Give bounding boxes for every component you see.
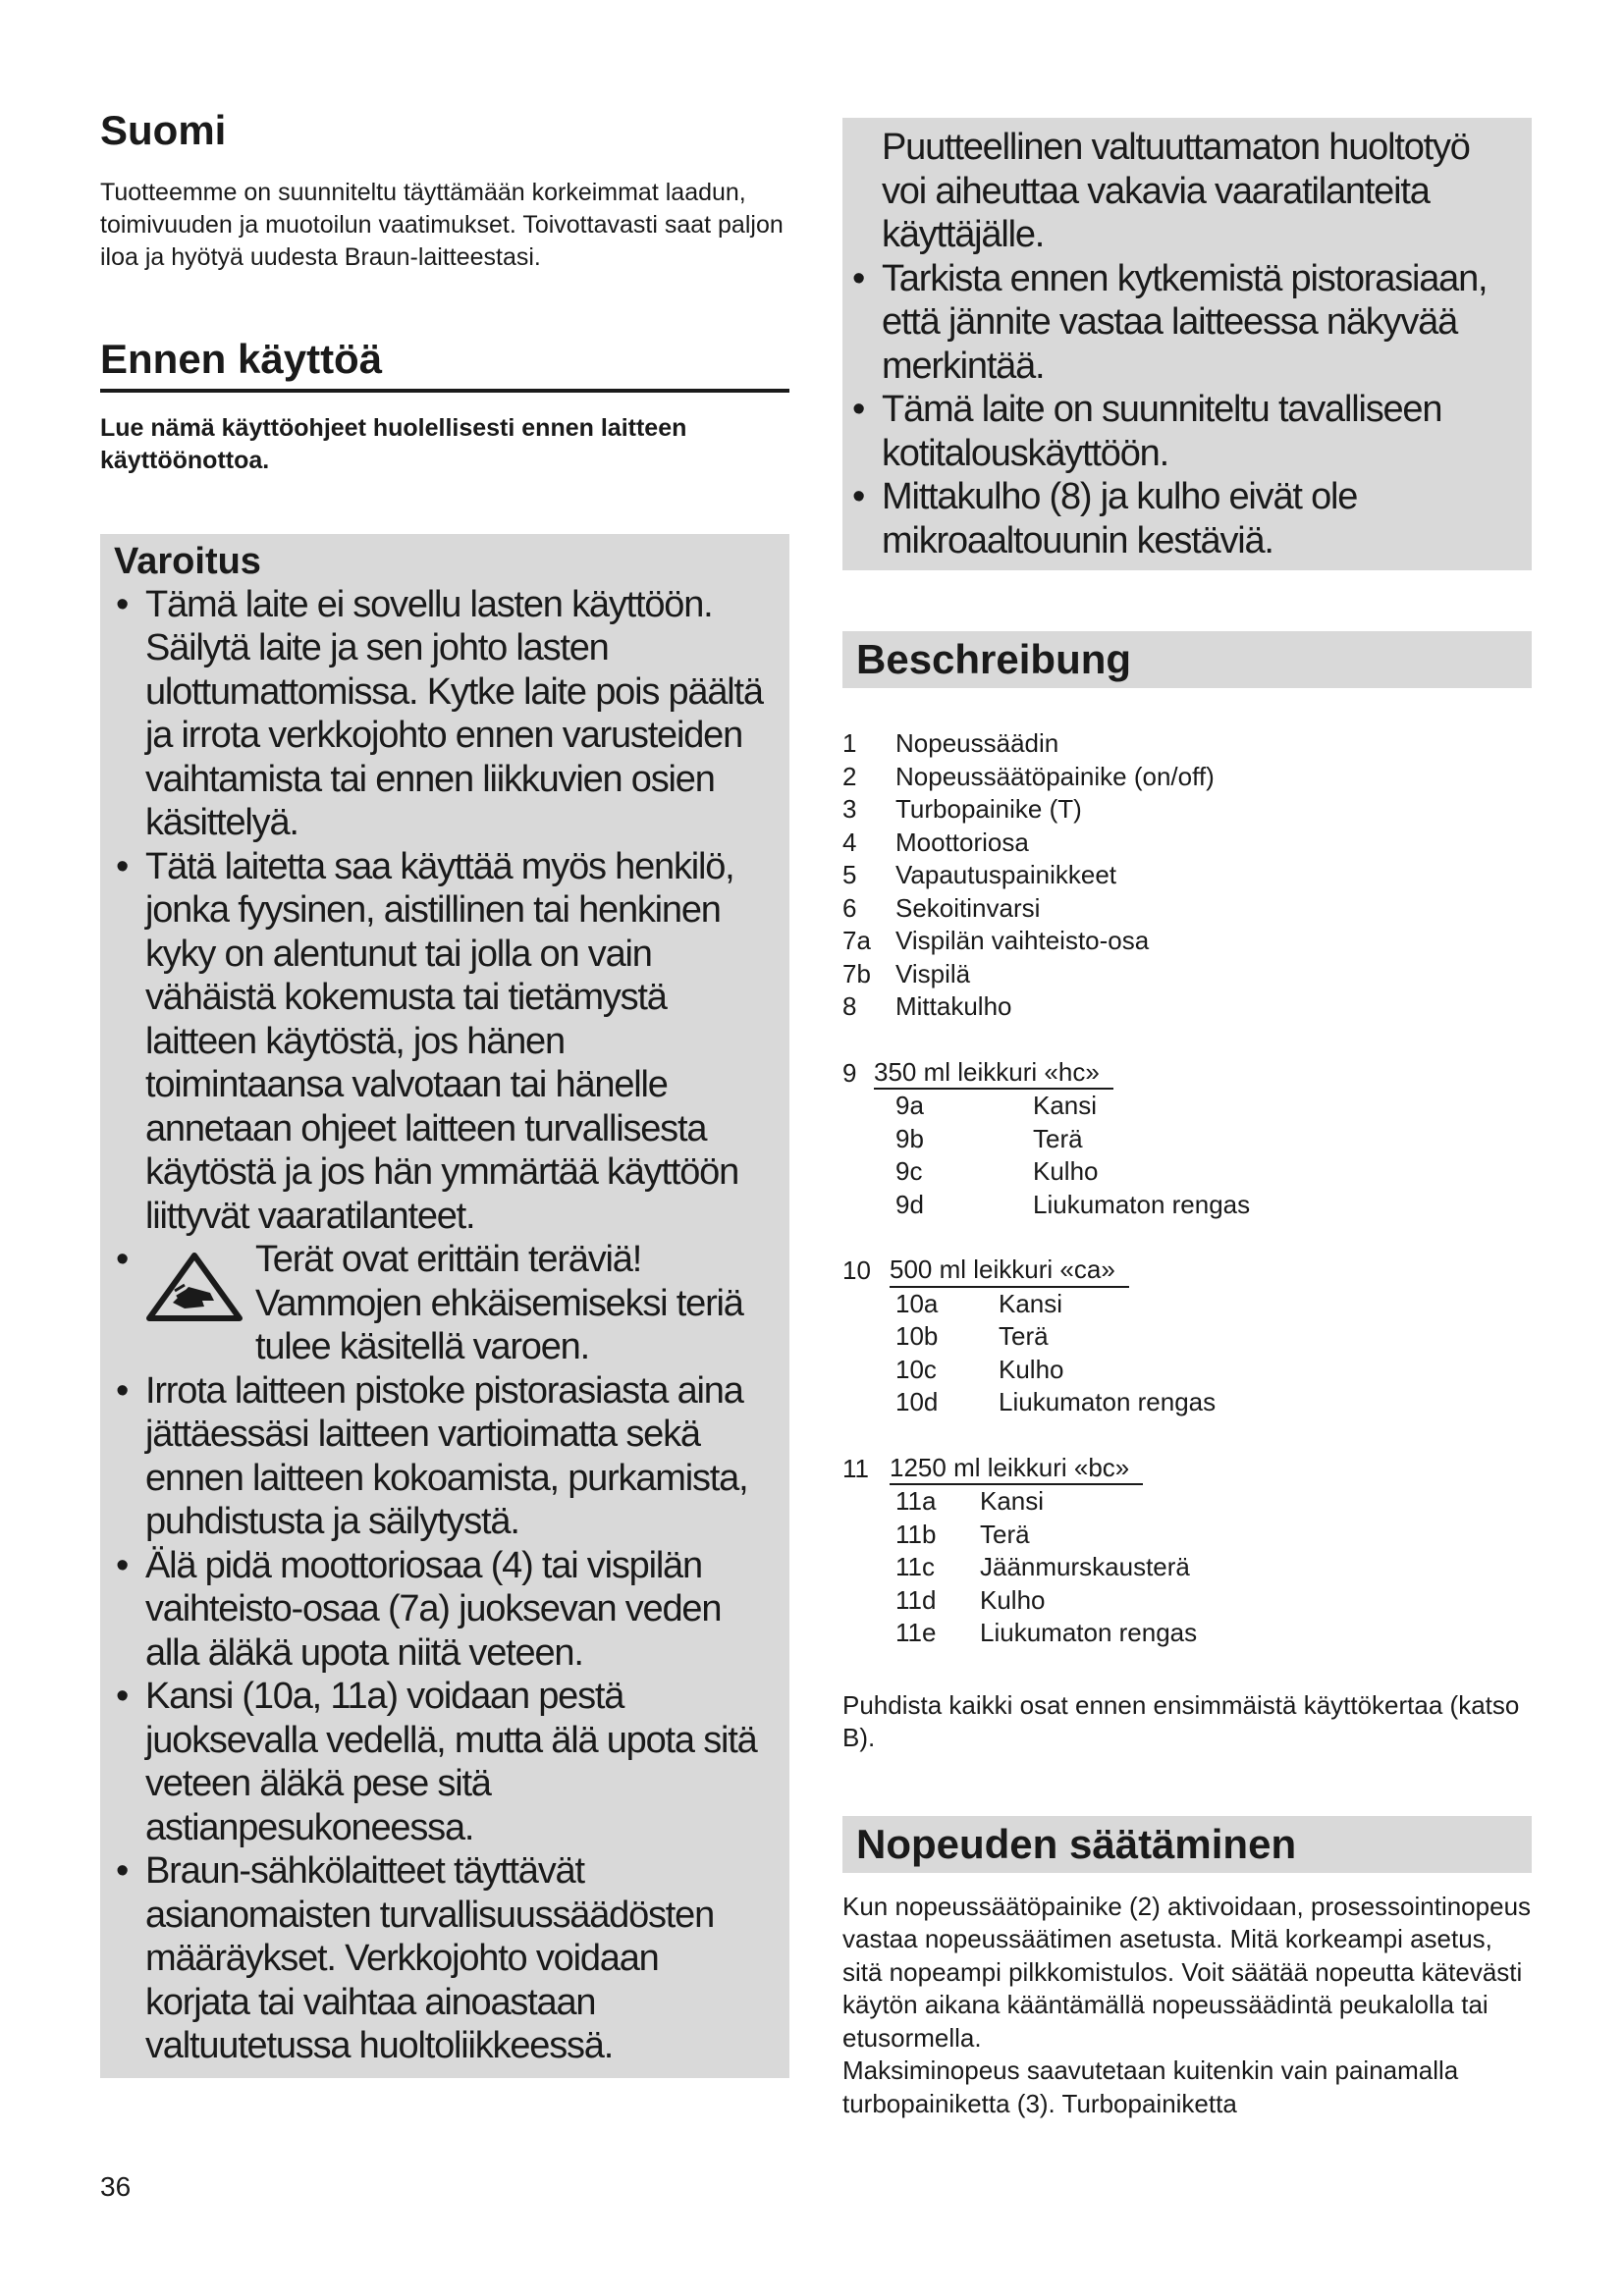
warning-box-continued [842, 118, 1532, 570]
chopper-part-row: 9d Liukumaton rengas [895, 1189, 1251, 1219]
speed-paragraph: Kun nopeussäätöpainike (2) aktivoidaan, prosessointinopeus vastaa nopeussäätimen asetusta. Mitä korkeampi asetus, sitä nopeampi pilkkomistulos. Voit säätää nopeutta kätevästi käytön aikana kääntämällä nopeussäädintä peukalolla tai etusormella. [842, 1891, 1532, 2053]
warning-item: • Irrota laitteen pistoke pistorasiasta aina jättäessäsi laitteen vartioimatta sekä ennen laitteen kokoamista, purkamista, puhdistusta ja säilytystä. [114, 1369, 770, 1544]
part-row: 7a Vispilän vaihteisto-osa [842, 926, 1150, 955]
chopper-part-row: 9b Terä [895, 1123, 1083, 1153]
warning-item: • Älä pidä moottoriosaa (4) tai vispilän vaihteisto-osaa (7a) juoksevan veden alla äläkä upota niitä veteen. [114, 1544, 770, 1676]
chopper-part-row: 10c Kulho [895, 1354, 1064, 1384]
warning-item: • Tämä laite ei sovellu lasten käyttöön. Säilytä laite ja sen johto lasten ulottumattomissa. Kytke laite pois päältä ja irrota verkkojohto ennen varusteiden vaihtamista tai ennen liikkuvien osien käsittelyä. [114, 583, 770, 845]
chopper-group-11: 11 1250 ml leikkuri «bc» 11a Kansi 11b Terä 11c Jäänmurskausterä 11d Kulho 11e Liukumaton rengas [842, 1453, 1532, 1650]
chopper-title: 1250 ml leikkuri «bc» [890, 1453, 1143, 1486]
chopper-part-row: 10b Terä [895, 1321, 1049, 1351]
warning-item: • Tarkista ennen kytkemistä pistorasiaan, että jännite vastaa laitteessa näkyvää merkintää. [850, 257, 1512, 389]
warning-continuation: Puutteellinen valtuuttamaton huoltotyö voi aiheuttaa vakavia vaaratilanteita käyttäjälle. [882, 127, 1470, 255]
blade-warning-text: • Terät ovat erittäin teräviä! Vammojen ehkäisemiseksi teriä tulee käsitellä varoen. [255, 1239, 743, 1368]
read-instructions-note: Lue nämä käyttöohjeet huolellisesti ennen laitteen käyttöönottoa. [100, 413, 687, 474]
section-heading-before-use: Ennen käyttöä [100, 335, 789, 392]
chopper-part-row: 10a Kansi [895, 1288, 1063, 1318]
part-row: 4 Moottoriosa [842, 827, 1029, 857]
part-row: 3 Turbopainike (T) [842, 794, 1082, 824]
language-heading: Suomi [100, 107, 227, 153]
blade-hazard-icon [145, 1252, 244, 1322]
part-row: 8 Mittakulho [842, 991, 1012, 1021]
part-row: 7b Vispilä [842, 958, 971, 988]
description-heading: Beschreibung [842, 631, 1532, 688]
chopper-part-row: 11b Terä [895, 1519, 1030, 1549]
part-row: 5 Vapautuspainikkeet [842, 860, 1117, 889]
intro-paragraph: Tuotteemme on suunniteltu täyttämään korkeimmat laadun, toimivuuden ja muotoilun vaatimukset. Toivottavasti saat paljon iloa ja hyötyä uudesta Braun-laitteestasi. [100, 179, 784, 272]
cleaning-note: Puhdista kaikki osat ennen ensimmäistä käyttökertaa (katso B). [842, 1689, 1520, 1752]
warning-item: • Kansi (10a, 11a) voidaan pestä juoksevalla vedellä, mutta älä upota sitä veteen äläkä pese sitä astianpesukoneessa. [114, 1675, 770, 1849]
chopper-part-row: 11a Kansi [895, 1486, 1045, 1516]
warning-item: • Braun-sähkölaitteet täyttävät asianomaisten turvallisuussäädösten määräykset. Verkkojohto voidaan korjata tai vaihtaa ainoastaan valtuutetussa huoltoliikkeessä. [114, 1849, 770, 2068]
warning-list [850, 257, 1512, 563]
part-row: 2 Nopeussäätöpainike (on/off) [842, 761, 1215, 791]
warning-item-blades [114, 1238, 770, 1369]
part-row: 6 Sekoitinvarsi [842, 892, 1041, 923]
chopper-part-row: 11d Kulho [895, 1584, 1046, 1615]
chopper-group-10: 10 500 ml leikkuri «ca» 10a Kansi 10b Terä 10c Kulho 10d Liukumaton rengas [842, 1255, 1532, 1419]
chopper-part-row: 11e Liukumaton rengas [895, 1618, 1198, 1647]
chopper-title: 500 ml leikkuri «ca» [890, 1255, 1129, 1288]
chopper-part-row: 10d Liukumaton rengas [895, 1387, 1217, 1416]
warning-item: • Tämä laite on suunniteltu tavalliseen kotitalouskäyttöön. [850, 388, 1512, 475]
chopper-part-row: 9c Kulho [895, 1156, 1099, 1186]
page-number: 36 [100, 2171, 132, 2202]
left-column [100, 108, 789, 2078]
warning-list [114, 583, 770, 2068]
chopper-group-9: 9 350 ml leikkuri «hc» 9a Kansi 9b Terä 9c Kulho 9d Liukumaton rengas [842, 1057, 1532, 1222]
chopper-title: 350 ml leikkuri «hc» [874, 1057, 1113, 1091]
chopper-part-row: 11c Jäänmurskausterä [895, 1552, 1190, 1581]
warning-item: • Mittakulho (8) ja kulho eivät ole mikroaaltouunin kestäviä. [850, 475, 1512, 562]
right-column [842, 118, 1532, 2120]
parts-list [842, 727, 1532, 1650]
speed-paragraph-turbo: Maksiminopeus saavutetaan kuitenkin vain painamalla turbopainiketta (3). Turbopainiketta [842, 2056, 1459, 2118]
part-row: 1 Nopeussäädin [842, 728, 1059, 758]
warning-item: • Tätä laitetta saa käyttää myös henkilö, jonka fyysinen, aistillinen tai henkinen kyky on alentunut tai jolla on vain vähäistä kokemusta tai tietämystä laitteen käytöstä, jos hänen toimintaansa valvotaan tai hänelle annetaan ohjeet laitteen turvallisesta käytöstä ja jos hän ymmärtää käyttöön liittyvät vaaratilanteet. [114, 845, 770, 1239]
speed-heading: Nopeuden säätäminen [842, 1816, 1532, 1873]
warning-title: Varoitus [114, 540, 261, 582]
chopper-part-row: 9a Kansi [895, 1091, 1098, 1120]
warning-box [100, 534, 789, 2078]
